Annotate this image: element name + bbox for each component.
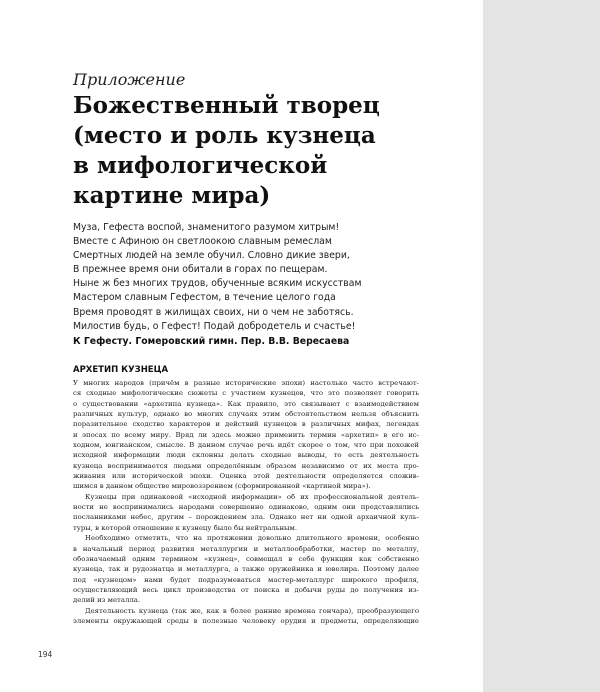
body-line: кузнеца, так и рудознатца и металлурга, а также оружейника и ювелира. Поэтому далее bbox=[73, 565, 419, 574]
title-line: (место и роль кузнеца bbox=[73, 122, 376, 149]
body-line: различных культур, однако во многих случаях этим обстоятельством нельзя объяснить bbox=[73, 410, 419, 419]
body-line: Необходимо отметить, что на протяжении довольно длительного времени, особенно bbox=[85, 534, 419, 543]
title-line: картине мира) bbox=[73, 182, 271, 209]
body-text bbox=[73, 378, 419, 626]
body-line: элементы окружающей среды в полезные человеку орудия и предметы, определяющие bbox=[73, 616, 419, 625]
body-line: ности не воспринимались народами совершенно одинаково, одним они представлялись bbox=[73, 503, 419, 512]
body-line: под «кузнецом» нами будет подразумеваться мастер-металлург широкого профиля, bbox=[73, 575, 419, 584]
appendix-kicker: Приложение bbox=[73, 70, 186, 89]
page-number: 194 bbox=[38, 650, 53, 659]
body-line: осуществляющий весь цикл производства от поиска и добычи руды до получения из- bbox=[73, 585, 419, 594]
body-line: кузнеца воспринимается людьми определённым образом независимо от их места про- bbox=[73, 461, 419, 470]
body-line: исходной информации люди склонны делать сходные выводы, то есть деятельность bbox=[73, 451, 419, 460]
body-line: и эпосах по всему миру. Вряд ли здесь можно применить термин «архетип» в его ис- bbox=[73, 430, 419, 439]
epigraph-line: Муза, Гефеста воспой, знаменитого разумом хитрым! bbox=[73, 222, 340, 233]
body-line: туры, в которой отношение к кузнецу было бы нейтральным. bbox=[73, 523, 298, 532]
body-line: Деятельность кузнеца (так же, как в более ранние времена гончара), преобразующего bbox=[85, 606, 419, 615]
chapter-title bbox=[73, 91, 403, 211]
body-line: шимся в данном обществе мировоззрением (сформированной «картиной мира»). bbox=[73, 482, 371, 491]
body-line: делий из металла. bbox=[73, 596, 141, 605]
body-line: посланниками небес, другим – порождением зла. Однако нет ни одной архаичной куль- bbox=[73, 513, 419, 522]
epigraph-line: Мастером славным Гефестом, в течение целого года bbox=[73, 292, 336, 304]
body-line: в начальный период развития металлургии и металлообработки, мастер по металлу, bbox=[73, 544, 419, 553]
body-line: ся сходные мифологические сюжеты с участием кузнецов, что это позволяет говорить bbox=[73, 389, 419, 398]
body-line: живания или исторической эпохи. Оценка этой деятельности определяется сложив- bbox=[73, 472, 419, 481]
epigraph-line: Смертных людей на земле обучил. Словно дикие звери, bbox=[73, 250, 350, 262]
epigraph bbox=[73, 221, 361, 349]
body-line: ходном, юнгианском, смысле. В данном случае речь идёт скорее о том, что при похожей bbox=[73, 441, 419, 450]
body-line: поразительное сходство характеров и действий кузнецов в различных мифах, легендах bbox=[73, 420, 419, 429]
body-line: Кузнецы при одинаковой «исходной информации» об их профессиональной деятель- bbox=[85, 492, 419, 501]
title-line: в мифологической bbox=[73, 152, 328, 179]
section-heading: АРХЕТИП КУЗНЕЦА bbox=[73, 365, 169, 375]
title-line: Божественный творец bbox=[73, 92, 380, 119]
body-line: о существовании «архетипа кузнеца». Как правило, это связывают с взаимодействием bbox=[73, 399, 419, 408]
body-line: обозначаемый одним термином «кузнец», совмещал в себе функции как собственно bbox=[73, 554, 419, 563]
body-line: У многих народов (причём в разные исторические эпохи) настолько часто встречают- bbox=[73, 379, 419, 387]
epigraph-line: Время проводят в жилищах своих, ни о чем не заботясь. bbox=[73, 306, 354, 318]
epigraph-line: Ныне ж без многих трудов, обученные всяким искусствам bbox=[73, 278, 362, 290]
epigraph-source: К Гефесту. Гомеровский гимн. Пер. В.В. Вересаева bbox=[73, 335, 350, 347]
epigraph-line: В прежнее время они обитали в горах по пещерам. bbox=[73, 264, 328, 276]
epigraph-line: Милостив будь, о Гефест! Подай добродетель и счастье! bbox=[73, 320, 356, 332]
epigraph-line: Вместе с Афиною он светлоокою славным ремеслам bbox=[73, 236, 332, 248]
